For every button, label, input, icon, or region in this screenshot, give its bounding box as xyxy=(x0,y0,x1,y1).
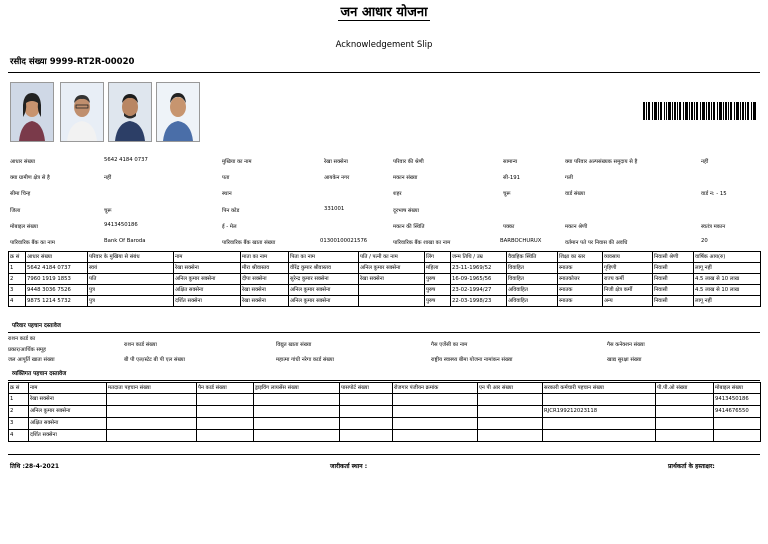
cell: लागू नहीं xyxy=(694,296,761,307)
label-bank-branch: पारिवारिक बैंक शाखा का नाम xyxy=(393,240,451,246)
cell: 4 xyxy=(9,430,29,442)
value-house-no: सी-191 xyxy=(503,175,520,181)
cell: अनिल कुमार सक्सेना xyxy=(359,263,425,274)
cell: 9414676550 xyxy=(714,406,761,418)
label-electricity: विद्युत खाता संख्या xyxy=(276,342,312,348)
cell xyxy=(656,430,714,442)
cell xyxy=(107,418,197,430)
cell xyxy=(197,418,254,430)
cell xyxy=(254,430,340,442)
label-ration-type-2: प्रकार/आर्थिक समूह xyxy=(8,347,46,353)
cell xyxy=(107,430,197,442)
cell: 7960 1919 1853 xyxy=(26,274,88,285)
cell: 23-11-1969/52 xyxy=(451,263,507,274)
value-rural: नहीं xyxy=(104,175,112,181)
cell: 4.5 लाख से 10 लाख xyxy=(694,285,761,296)
cell xyxy=(478,406,543,418)
members-table xyxy=(8,251,761,307)
cell xyxy=(478,430,543,442)
label-food-security: खाद्य सुरक्षा संख्या xyxy=(607,357,642,363)
value-ward-no: वार्ड न: - 15 xyxy=(701,191,727,197)
cell: 9413450186 xyxy=(714,394,761,406)
cell xyxy=(197,430,254,442)
value-mobile: 9413450186 xyxy=(104,222,138,228)
col-header: मतदाता पहचान संख्या xyxy=(107,383,197,394)
cell: 3 xyxy=(9,285,26,296)
label-head-name: मुखिया का नाम xyxy=(222,159,252,165)
value-residence-duration: 20 xyxy=(701,238,708,244)
label-phone: दूरभाष संख्या xyxy=(393,208,419,214)
label-aadhaar: आधार संख्या xyxy=(10,159,36,165)
label-landmark: सीमा चिन्ह xyxy=(10,191,31,197)
col-header: पासपोर्ट संख्या xyxy=(340,383,393,394)
col-header: नाम xyxy=(29,383,107,394)
cell xyxy=(543,430,656,442)
table-row xyxy=(9,406,761,418)
col-header: शिक्षा का स्तर xyxy=(558,252,603,263)
label-house-no: मकान संख्या xyxy=(393,175,418,181)
cell: अनिल कुमार सक्सेना xyxy=(289,285,359,296)
member-photo-4 xyxy=(156,82,200,142)
cell xyxy=(340,394,393,406)
member-photo-1 xyxy=(10,82,54,142)
member-photo-3 xyxy=(108,82,152,142)
cell xyxy=(714,418,761,430)
page-title: जन आधार योजना xyxy=(340,5,428,20)
label-house-type: मकान श्रेणी xyxy=(565,224,588,230)
cell: स्नातकोत्तर xyxy=(558,274,603,285)
cell xyxy=(340,406,393,418)
label-bank-account: पारिवारिक बैंक खाता संख्या xyxy=(222,240,276,246)
label-bpl: बी पी एल/स्टेट बी पी एल संख्या xyxy=(124,357,186,363)
cell: स्नातक xyxy=(558,263,603,274)
table-row xyxy=(9,430,761,442)
barcode-icon xyxy=(643,102,757,120)
cell: निवासी xyxy=(653,263,694,274)
cell: 5642 4184 0737 xyxy=(26,263,88,274)
label-gas-agency: गैस एजेंसी का नाम xyxy=(431,342,468,348)
cell: दीपा सक्सेना xyxy=(241,274,289,285)
issue-date: तिथि :28-4-2021 xyxy=(10,463,60,470)
family-docs-divider xyxy=(8,332,760,333)
label-ration-type: राशन कार्ड का xyxy=(8,336,36,342)
cell: निवासी xyxy=(653,296,694,307)
label-water: जल आपूर्ति खाता संख्या xyxy=(8,357,55,363)
label-rural: क्या ग्रामीण क्षेत्र से है xyxy=(10,175,50,181)
cell: 22-03-1998/23 xyxy=(451,296,507,307)
table-row xyxy=(9,296,761,307)
cell xyxy=(107,394,197,406)
personal-docs-heading: व्यक्तिगत पहचान दस्तावेज xyxy=(12,371,67,377)
col-header: नाम xyxy=(174,252,241,263)
cell xyxy=(197,394,254,406)
cell xyxy=(254,406,340,418)
value-district: चूरू xyxy=(104,208,112,214)
table-row xyxy=(9,394,761,406)
col-header: सरकारी कर्मचारी पहचान संख्या xyxy=(543,383,656,394)
cell: अन्य xyxy=(603,296,653,307)
cell: वीरेंद्र कुमार श्रीवास्तव xyxy=(289,263,359,274)
value-pincode: 331001 xyxy=(324,206,345,212)
cell: विवाहित xyxy=(507,263,558,274)
cell xyxy=(254,394,340,406)
cell: निवासी xyxy=(653,274,694,285)
cell: 3 xyxy=(9,418,29,430)
cell: 9875 1214 5732 xyxy=(26,296,88,307)
col-header: आधार संख्या xyxy=(26,252,88,263)
col-header: व्यवसाय xyxy=(603,252,653,263)
cell: रेखा सक्सेना xyxy=(241,296,289,307)
cell: अविवाहित xyxy=(507,285,558,296)
cell: अक्षित सक्सेना xyxy=(29,418,107,430)
cell xyxy=(478,418,543,430)
personal-docs-divider xyxy=(8,380,760,381)
cell: अनिल कुमार सक्सेना xyxy=(174,274,241,285)
personal-header-row xyxy=(9,383,761,394)
cell: अक्षित सक्सेना xyxy=(174,285,241,296)
col-header: लिंग xyxy=(425,252,451,263)
cell xyxy=(393,394,478,406)
table-row xyxy=(9,274,761,285)
label-street: गली xyxy=(565,175,573,181)
cell xyxy=(340,430,393,442)
cell: दर्शित सक्सेना xyxy=(174,296,241,307)
value-bank-branch: BARBOCHURUX xyxy=(500,238,542,244)
col-header: एन पी आर संख्या xyxy=(478,383,543,394)
col-header: क्र सं xyxy=(9,252,26,263)
col-header: वैवाहिक स्थिति xyxy=(507,252,558,263)
cell: पुरुष xyxy=(425,274,451,285)
cell: पुत्र xyxy=(88,296,174,307)
cell: 4.5 लाख से 10 लाख xyxy=(694,274,761,285)
cell: लागू नहीं xyxy=(694,263,761,274)
cell: निजी क्षेत्र कर्मी xyxy=(603,285,653,296)
value-family-category: सामान्य xyxy=(503,159,518,165)
receipt-number: रसीद संख्या 9999-RT2R-00020 xyxy=(10,57,135,67)
header-divider xyxy=(8,72,760,73)
issue-place: जारीकर्ता स्थान : xyxy=(330,463,368,470)
cell xyxy=(359,285,425,296)
col-header: ड्राइविंग लायसेंस संख्या xyxy=(254,383,340,394)
cell: अविवाहित xyxy=(507,296,558,307)
cell xyxy=(543,394,656,406)
cell: पुरुष xyxy=(425,296,451,307)
cell: महिला xyxy=(425,263,451,274)
cell: RJCR199212023118 xyxy=(543,406,656,418)
col-header: वार्षिक आय(रु) xyxy=(694,252,761,263)
cell: रेखा सक्सेना xyxy=(29,394,107,406)
table-row xyxy=(9,285,761,296)
cell xyxy=(656,406,714,418)
cell: रेखा सक्सेना xyxy=(174,263,241,274)
label-place: स्थान xyxy=(222,191,232,197)
cell: विवाहित xyxy=(507,274,558,285)
table-row xyxy=(9,263,761,274)
col-header: पैन कार्ड संख्या xyxy=(197,383,254,394)
personal-docs-table xyxy=(8,382,761,442)
cell xyxy=(340,418,393,430)
cell xyxy=(359,296,425,307)
cell xyxy=(543,418,656,430)
cell: रेखा सक्सेना xyxy=(359,274,425,285)
cell: 2 xyxy=(9,274,26,285)
cell: स्वयं xyxy=(88,263,174,274)
cell: 1 xyxy=(9,394,29,406)
cell: 2 xyxy=(9,406,29,418)
label-email: ई - मेल xyxy=(222,224,237,230)
cell: दर्शित सक्सेना xyxy=(29,430,107,442)
cell: पुरुष xyxy=(425,285,451,296)
col-header: पति / पत्नी का नाम xyxy=(359,252,425,263)
label-minority: क्या परिवार अल्पसंख्यक समुदाय से है xyxy=(565,159,638,165)
label-ration-no: राशन कार्ड संख्या xyxy=(124,342,157,348)
cell: गृहिणी xyxy=(603,263,653,274)
cell: अनिल कुमार सक्सेना xyxy=(289,296,359,307)
label-rsby: राष्ट्रीय स्वास्थ्य बीमा योजना नामांकन संख्या xyxy=(431,357,513,363)
cell xyxy=(714,430,761,442)
value-head-name: रेखा सक्सेना xyxy=(324,159,348,165)
label-nrega: महात्मा गांधी नरेगा कार्ड संख्या xyxy=(276,357,334,363)
col-header: माता का नाम xyxy=(241,252,289,263)
family-docs-heading: परिवार पहचान दस्तावेज xyxy=(12,323,61,329)
cell: 1 xyxy=(9,263,26,274)
cell: रेखा सक्सेना xyxy=(241,285,289,296)
cell: 23-02-1994/27 xyxy=(451,285,507,296)
cell xyxy=(393,430,478,442)
label-family-category: परिवार की श्रेणी xyxy=(393,159,424,165)
label-address: पता xyxy=(222,175,230,181)
cell xyxy=(393,406,478,418)
cell: पुत्र xyxy=(88,285,174,296)
col-header: पी.पी.ओ संख्या xyxy=(656,383,714,394)
value-address: आयकेन नगर xyxy=(324,175,350,181)
value-house-type: स्वतंत्र मकान xyxy=(701,224,726,230)
label-mobile: मोबाइल संख्या xyxy=(10,224,38,230)
label-district: जिला xyxy=(10,208,21,214)
cell: मीरा श्रीवास्तव xyxy=(241,263,289,274)
cell xyxy=(254,418,340,430)
cell xyxy=(197,406,254,418)
cell: अनिल कुमार सक्सेना xyxy=(29,406,107,418)
cell: सुरेन्द्र कुमार सक्सेना xyxy=(289,274,359,285)
col-header: मोबाइल संख्या xyxy=(714,383,761,394)
cell xyxy=(656,418,714,430)
cell xyxy=(393,418,478,430)
cell xyxy=(107,406,197,418)
label-city: शहर xyxy=(393,191,402,197)
cell: निवासी xyxy=(653,285,694,296)
value-aadhaar: 5642 4184 0737 xyxy=(104,157,148,163)
cell: 16-09-1965/56 xyxy=(451,274,507,285)
ack-slip-title: Acknowledgement Slip xyxy=(335,40,433,50)
label-ward-no: वार्ड संख्या xyxy=(565,191,585,197)
value-city: चूरू xyxy=(503,191,511,197)
label-gas-connection: गैस कनेक्शन संख्या xyxy=(607,342,645,348)
members-header-row xyxy=(9,252,761,263)
value-house-status: पक्का xyxy=(503,224,515,230)
label-house-status: मकान की स्थिति xyxy=(393,224,425,230)
col-header: रोजगार पंजीयन क्रमांक xyxy=(393,383,478,394)
cell: पति xyxy=(88,274,174,285)
applicant-signature: प्रार्थकर्ता के हस्ताक्षर: xyxy=(668,463,715,470)
cell: स्नातक xyxy=(558,296,603,307)
footer-divider xyxy=(8,454,760,455)
cell: 4 xyxy=(9,296,26,307)
cell xyxy=(478,394,543,406)
col-header: निवासी श्रेणी xyxy=(653,252,694,263)
cell: स्नातक xyxy=(558,285,603,296)
label-bank-name: पारिवारिक बैंक का नाम xyxy=(10,240,55,246)
col-header: क्र सं xyxy=(9,383,29,394)
table-row xyxy=(9,418,761,430)
value-minority: नहीं xyxy=(701,159,709,165)
value-bank-account: 01300100021576 xyxy=(320,238,368,244)
col-header: परिवार के मुखिया से संबंध xyxy=(88,252,174,263)
value-bank-name: Bank Of Baroda xyxy=(104,238,146,244)
label-pincode: पिन कोड xyxy=(222,208,240,214)
col-header: जन्म तिथि / उम्र xyxy=(451,252,507,263)
col-header: पिता का नाम xyxy=(289,252,359,263)
label-residence-duration: वर्तमान पते पर निवास की अवधि xyxy=(565,240,628,246)
member-photo-2 xyxy=(60,82,104,142)
cell: राज्य कर्मी xyxy=(603,274,653,285)
cell: 9448 3036 7526 xyxy=(26,285,88,296)
cell xyxy=(656,394,714,406)
